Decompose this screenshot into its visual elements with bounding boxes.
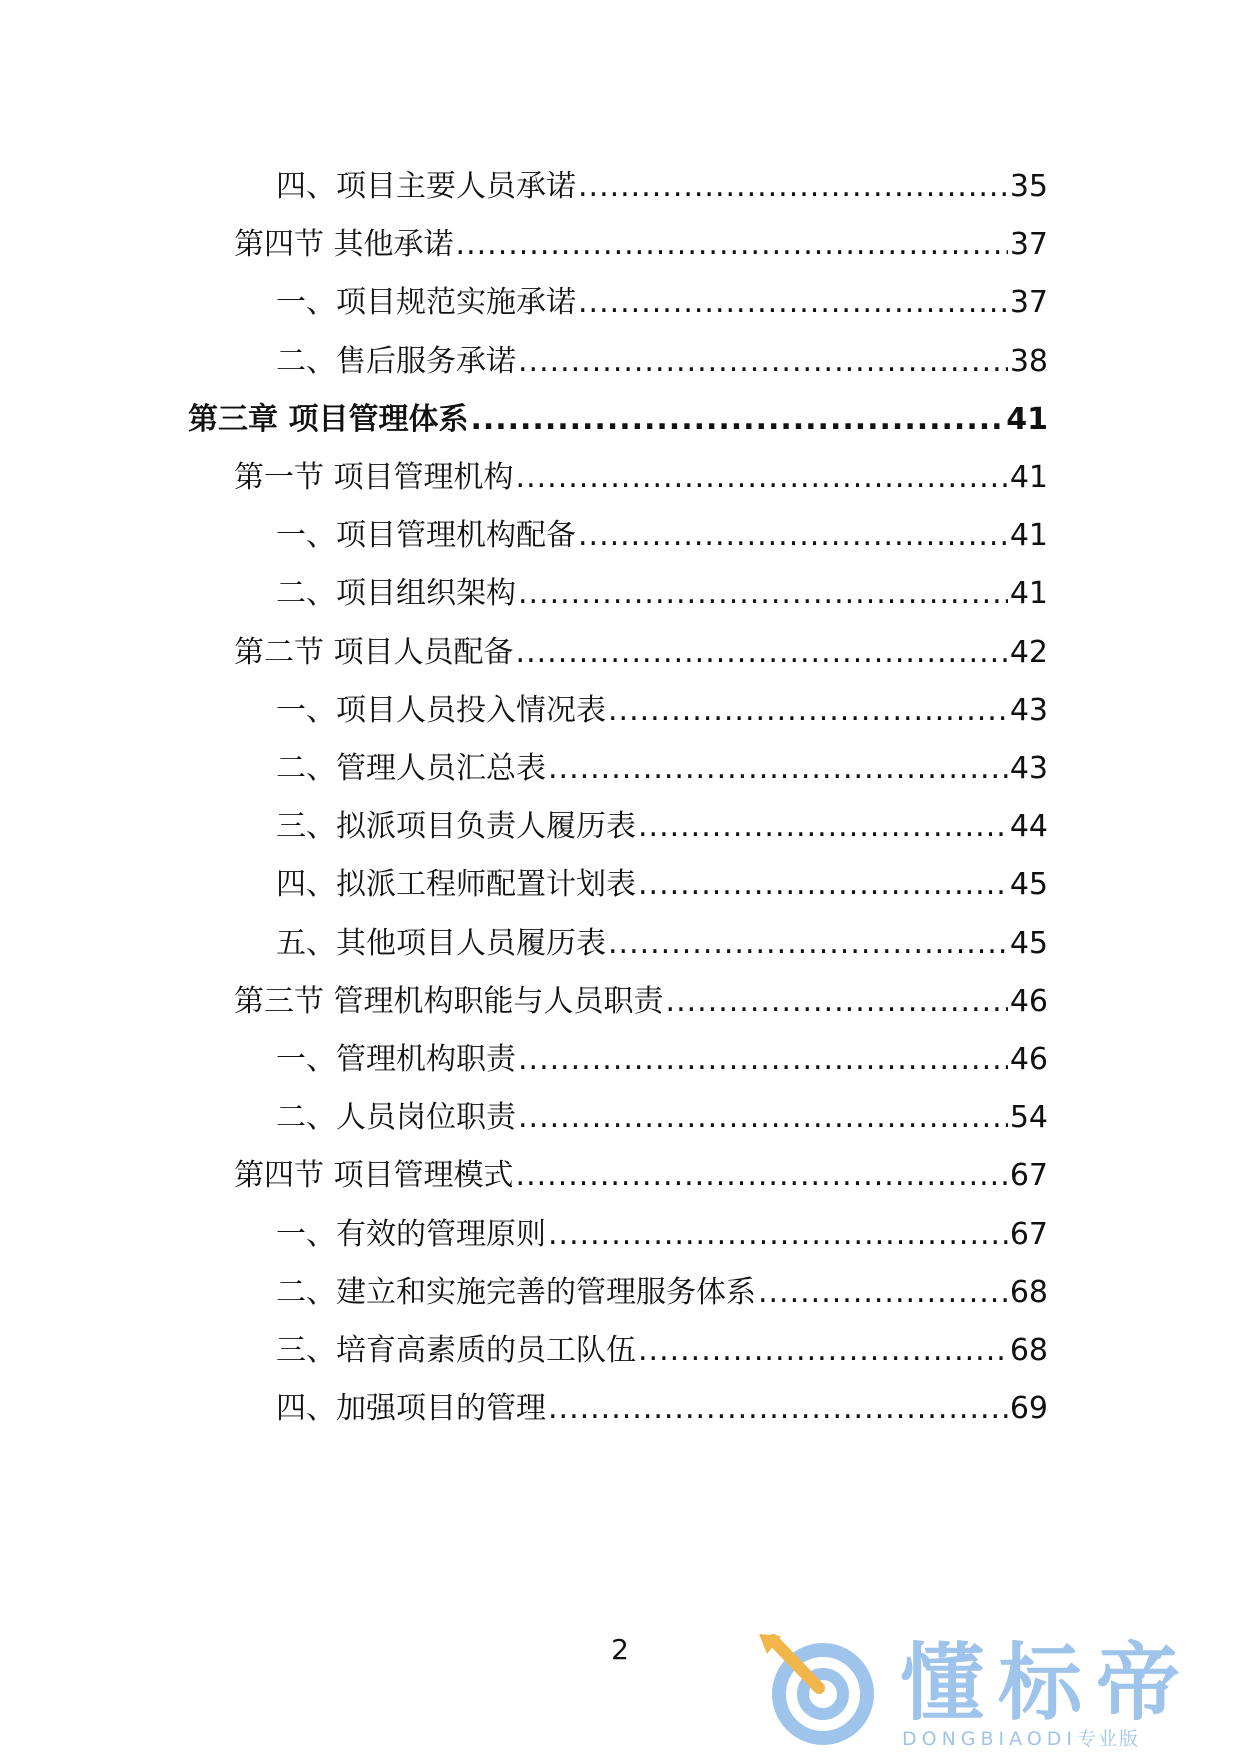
toc-entry-page: 45 [1009,867,1048,903]
toc-dot-leader [546,1215,1008,1255]
toc-dot-leader [636,865,1008,905]
toc-entry-page: 43 [1009,751,1048,786]
toc-entry-page: 68 [1009,1333,1048,1368]
toc-dot-leader [664,982,1008,1022]
watermark-edition: 专业版 [1077,1728,1141,1750]
toc-subsection-entry[interactable] [276,687,1048,731]
toc-dot-leader [454,225,1008,265]
toc-entry-title: 一、项目人员投入情况表 [276,692,606,728]
toc-dot-leader [546,1389,1008,1429]
toc-entry-title: 一、有效的管理原则 [276,1216,546,1252]
toc-entry-title: 第三节 管理机构职能与人员职责 [234,983,664,1019]
toc-entry-page: 41 [1009,576,1048,612]
toc-entry-title: 第三章 项目管理体系 [188,401,469,437]
toc-dot-leader [576,283,1008,323]
toc-dot-leader [514,458,1008,498]
toc-subsection-entry[interactable] [276,803,1048,847]
toc-entry-page: 68 [1009,1274,1048,1310]
toc-entry-title: 一、项目管理机构配备 [276,518,576,554]
page-number: 2 [611,1633,629,1666]
toc-entry-title: 二、售后服务承诺 [276,343,516,379]
toc-dot-leader [546,749,1008,789]
toc-dot-leader [576,516,1008,556]
toc-entry-title: 四、拟派工程师配置计划表 [276,867,636,903]
toc-subsection-entry[interactable] [276,1269,1048,1313]
toc-section-entry[interactable] [234,454,1048,498]
toc-entry-title: 四、项目主要人员承诺 [276,169,576,204]
toc-entry-title: 第二节 项目人员配备 [234,634,514,670]
toc-dot-leader [636,1331,1008,1371]
toc-entry-page: 67 [1009,1216,1048,1252]
toc-subsection-entry[interactable] [276,279,1048,323]
toc-dot-leader [514,633,1008,673]
toc-dot-leader [514,1156,1008,1196]
toc-subsection-entry[interactable] [276,1094,1048,1138]
toc-subsection-entry[interactable] [276,920,1048,964]
toc-entry-title: 第四节 其他承诺 [234,227,454,263]
toc-section-entry[interactable] [234,978,1048,1022]
toc-entry-title: 五、其他项目人员履历表 [276,925,606,961]
toc-dot-leader [756,1273,1008,1313]
toc-subsection-entry[interactable] [276,745,1048,789]
toc-entry-page: 43 [1009,692,1048,728]
toc-entry-page: 42 [1009,634,1048,670]
toc-entry-title: 二、人员岗位职责 [276,1100,516,1136]
toc-dot-leader [636,807,1008,847]
toc-dot-leader [606,924,1008,964]
toc-subsection-entry[interactable] [276,570,1048,614]
toc-dot-leader [516,1098,1008,1138]
watermark-brand-name: 懂标帝 [900,1634,1195,1732]
toc-entry-page: 54 [1009,1100,1048,1136]
toc-entry-page: 46 [1009,983,1048,1019]
toc-subsection-entry[interactable] [276,1211,1048,1255]
toc-entry-page: 37 [1009,227,1048,263]
toc-subsection-entry[interactable] [276,163,1048,207]
toc-entry-title: 第四节 项目管理模式 [234,1158,514,1194]
toc-entry-page: 67 [1009,1158,1048,1194]
toc-dot-leader [576,167,1008,207]
toc-entry-page: 44 [1009,809,1048,845]
toc-entry-title: 第一节 项目管理机构 [234,460,514,495]
watermark-pinyin: DONGBIAODI [902,1728,1078,1750]
target-logo-icon [745,1630,895,1750]
toc-dot-leader [516,574,1008,614]
toc-entry-title: 二、管理人员汇总表 [276,751,546,786]
toc-dot-leader [516,1040,1008,1080]
toc-entry-page: 69 [1009,1391,1048,1427]
watermark-logo [745,1630,1225,1750]
toc-subsection-entry[interactable] [276,861,1048,905]
toc-entry-page: 37 [1009,285,1048,321]
toc-dot-leader [468,400,1004,440]
toc-entry-title: 一、管理机构职责 [276,1042,516,1077]
toc-entry-title: 三、拟派项目负责人履历表 [276,809,636,845]
toc-subsection-entry[interactable] [276,1385,1048,1429]
toc-section-entry[interactable] [234,221,1048,265]
toc-subsection-entry[interactable] [276,338,1048,382]
toc-subsection-entry[interactable] [276,1036,1048,1080]
toc-entry-page: 41 [1006,401,1048,437]
watermark-subtitle [902,1728,1140,1750]
toc-entry-page: 35 [1009,169,1048,204]
toc-entry-title: 二、项目组织架构 [276,576,516,612]
toc-dot-leader [516,342,1008,382]
toc-entry-page: 41 [1009,460,1048,495]
toc-entry-title: 四、加强项目的管理 [276,1391,546,1427]
toc-entry-title: 三、培育高素质的员工队伍 [276,1333,636,1368]
toc-entry-page: 46 [1009,1042,1048,1077]
toc-section-entry[interactable] [234,1152,1048,1196]
toc-section-entry[interactable] [234,629,1048,673]
toc-entry-page: 41 [1009,518,1048,554]
toc-entry-title: 二、建立和实施完善的管理服务体系 [276,1274,756,1310]
toc-chapter-entry[interactable] [188,396,1048,440]
toc-entry-title: 一、项目规范实施承诺 [276,285,576,321]
toc-dot-leader [606,691,1008,731]
toc-subsection-entry[interactable] [276,1327,1048,1371]
toc-subsection-entry[interactable] [276,512,1048,556]
toc-entry-page: 45 [1009,925,1048,961]
toc-entry-page: 38 [1009,343,1048,379]
